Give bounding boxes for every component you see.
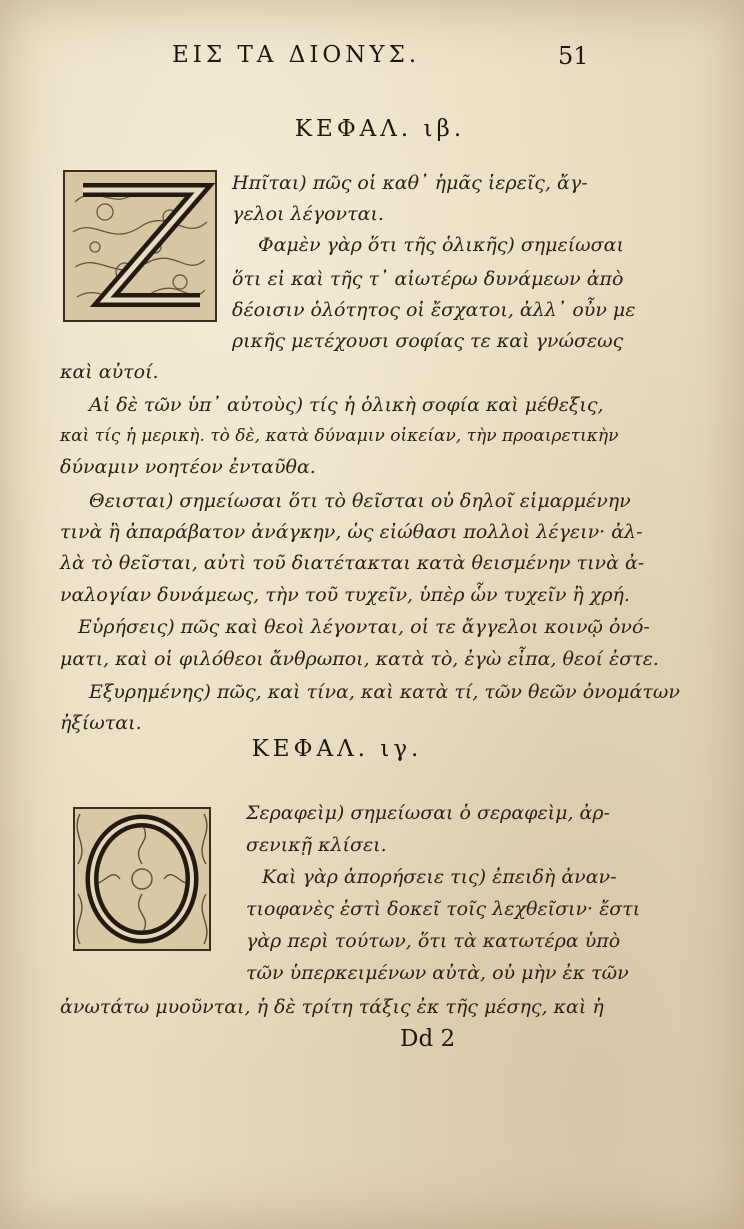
decorated-initial-z [63, 170, 217, 322]
chapter-heading-13: ΚΕΦΑΛ. ιγ. [251, 736, 423, 762]
text-line: τῶν ὑπερκειμένων αὐτὰ, οὐ μὴν ἐκ τῶν [246, 962, 629, 984]
text-line: ματι, καὶ οἱ φιλόθεοι ἄνθρωποι, κατὰ τὸ, ἐγὼ εἶπα, θεοί ἐστε. [60, 648, 659, 670]
text-line: δύναμιν νοητέον ἐνταῦθα. [60, 456, 316, 478]
text-line: λὰ τὸ θεῖσται, αὐτὶ τοῦ διατέτακται κατὰ θεισμένην τινὰ ἀ- [60, 552, 645, 574]
text-line: καὶ αὐτοί. [60, 361, 159, 383]
text-line: Εὑρήσεις) πῶς καὶ θεοὶ λέγονται, οἱ τε ἄγγελοι κοινῷ ὀνό- [78, 616, 650, 638]
text-line: Θεισται) σημείωσαι ὅτι τὸ θεῖσται οὐ δηλοῖ εἱμαρμένην [89, 490, 631, 512]
text-line: γὰρ περὶ τούτων, ὅτι τὰ κατωτέρα ὑπὸ [246, 930, 621, 952]
floral-initial-z-icon [65, 172, 215, 320]
floral-initial-o-icon [70, 804, 214, 954]
text-line: ἀνωτάτω μυοῦνται, ἡ δὲ τρίτη τάξις ἐκ τῆς μέσης, καὶ ἡ [60, 996, 604, 1018]
running-head: ΕΙΣ ΤΑ ΔΙΟΝΥΣ. [172, 42, 421, 68]
text-line: τιοφανὲς ἐστὶ δοκεῖ τοῖς λεχθεῖσιν· ἔστι [246, 898, 641, 920]
text-line: ρικῆς μετέχουσι σοφίας τε καὶ γνώσεως [232, 330, 624, 352]
text-line: καὶ τίς ἡ μερικὴ. τὸ δὲ, κατὰ δύναμιν οἰκείαν, τὴν προαιρετικὴν [60, 426, 619, 446]
chapter-heading-12: ΚΕΦΑΛ. ιβ. [294, 116, 466, 142]
page-number: 51 [558, 42, 589, 70]
text-line: γελοι λέγονται. [232, 203, 384, 225]
text-line: Καὶ γὰρ ἀπορήσειε τις) ἐπειδὴ ἀναν- [262, 866, 617, 888]
text-line: Εξυρημένης) πῶς, καὶ τίνα, καὶ κατὰ τί, τῶν θεῶν ὀνομάτων [89, 681, 680, 703]
text-line: τινὰ ἢ ἀπαράβατον ἀνάγκην, ὡς εἰώθασι πολλοὶ λέγειν· ἀλ- [60, 521, 643, 543]
text-line: Αἱ δὲ τῶν ὑπ᾽ αὐτοὺς) τίς ἡ ὁλικὴ σοφία καὶ μέθεξις, [89, 394, 604, 416]
text-line: ἠξίωται. [60, 712, 142, 734]
text-line: σενικῇ κλίσει. [246, 834, 387, 856]
text-line: Σεραφεὶμ) σημείωσαι ὁ σεραφεὶμ, ἀρ- [246, 802, 610, 824]
text-line: Ηπῖται) πῶς οἱ καθ᾽ ἡμᾶς ἱερεῖς, ἄγ- [232, 172, 588, 194]
text-line: ὅτι εἰ καὶ τῆς τ᾽ αἰωτέρω δυνάμεων ἀπὸ [232, 268, 624, 290]
text-line: Φαμὲν γὰρ ὅτι τῆς ὁλικῆς) σημείωσαι [258, 234, 624, 256]
decorated-initial-o [70, 804, 214, 954]
text-line: ναλογίαν δυνάμεως, τὴν τοῦ τυχεῖν, ὑπὲρ ὧν τυχεῖν ἢ χρή. [60, 584, 630, 606]
signature-mark: Dd 2 [400, 1026, 456, 1052]
text-line: δέοισιν ὁλότητος οἱ ἔσχατοι, ἀλλ᾽ οὖν με [232, 299, 636, 321]
